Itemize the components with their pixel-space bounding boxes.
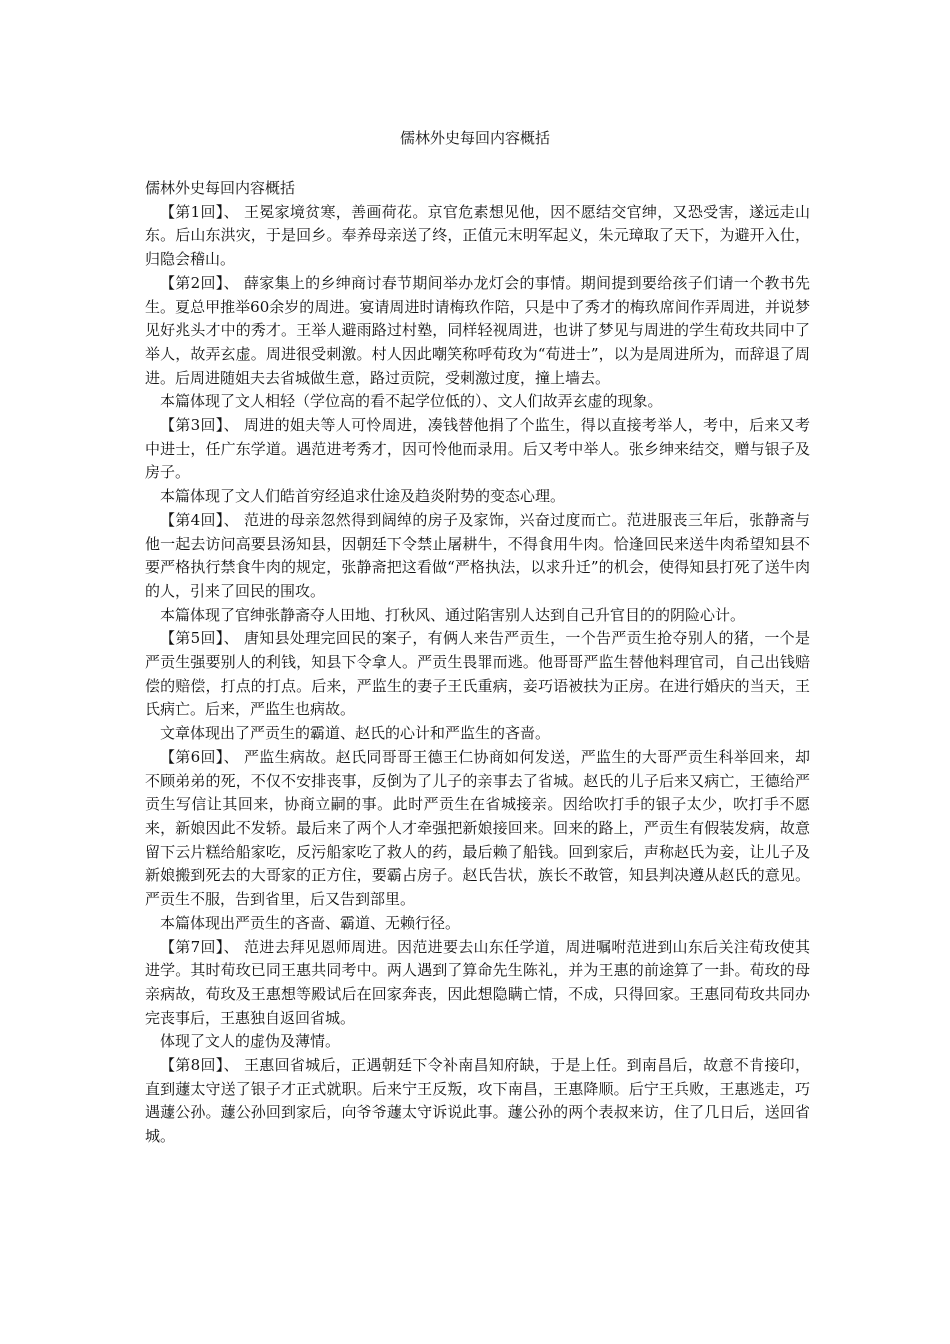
chapter-5-paragraph	[145, 627, 810, 722]
chapter-2-paragraph	[145, 272, 810, 391]
chapter-text: 、 严监生病故。赵氏同哥哥王德王仁协商如何发送，严监生的大哥严贡生科举回来，却不顾弟弟的死，不仅不安排丧事，反倒为了儿子的亲事去了省城。赵氏的儿子后来又病亡，王德给严贡生写信让其回来，协商立嗣的事。此时严贡生在省城接亲。因给吹打手的银子太少，吹打手不愿来，新娘因此不发轿。最后来了两个人才牵强把新娘接回来。回来的路上，严贡生有假装发病，故意留下云片糕给船家吃，反污船家吃了救人的药，最后赖了船钱。回到家后，声称赵氏为妾，让儿子及新娘搬到死去的大哥家的正方住，要霸占房子。赵氏告状，族长不敢管，知县判决遵从赵氏的意见。严贡生不服，告到省里，后又告到部里。	[145, 747, 810, 909]
document-title: 儒林外史每回内容概括	[399, 129, 550, 147]
chapter-4-paragraph	[145, 509, 810, 604]
commentary-paragraph: 本篇体现了文人们皓首穷经追求仕途及趋炎附势的变态心理。	[160, 487, 566, 506]
chapter-text: 、 薛家集上的乡绅商讨春节期间举办龙灯会的事情。期间提到要给孩子们请一个教书先生。夏总甲推举60余岁的周进。宴请周进时请梅玖作陪，只是中了秀才的梅玖席间作弄周进，并说梦见好兆头才中的秀才。王举人避雨路过村塾，同样轻视周进，也讲了梦见与周进的学生荀玫共同中了举人，故弄玄虚。周进很受刺激。村人因此嘲笑称呼荀玫为“荀进士”，以为是周进所为，而辞退了周进。后周进随姐夫去省城做生意，路过贡院，受刺激过度，撞上墙去。	[145, 273, 810, 387]
document-subtitle: 儒林外史每回内容概括	[145, 179, 296, 197]
chapter-label: 【第1回】	[160, 202, 224, 221]
chapter-label: 【第8回】	[160, 1056, 224, 1075]
chapter-text: 、 唐知县处理完回民的案子，有俩人来告严贡生，一个告严贡生抢夺别人的猪，一个是严贡生强要别人的利钱，知县下令拿人。严贡生畏罪而逃。他哥哥严监生替他料理官司，自己出钱赔偿的赔偿，打点的打点。后来，严监生的妻子王氏重病，妾巧语被扶为正房。在进行婚庆的当天，王氏病亡。后来，严监生也病故。	[145, 629, 810, 719]
chapter-1-paragraph	[145, 201, 810, 272]
chapter-label: 【第3回】	[160, 416, 224, 435]
chapter-text: 、 周进的姐夫等人可怜周进，凑钱替他捐了个监生，得以直接考举人，考中，后来又考中进士，任广东学道。遇范进考秀才，因可怜他而录用。后又考中举人。张乡绅来结交，赠与银子及房子。	[145, 416, 810, 482]
chapter-label: 【第6回】	[160, 747, 224, 766]
chapter-label: 【第5回】	[160, 629, 224, 648]
chapter-label: 【第2回】	[160, 273, 224, 292]
commentary-paragraph: 文章体现出了严贡生的霸道、赵氏的心计和严监生的吝啬。	[160, 724, 551, 743]
commentary-paragraph: 体现了文人的虚伪及薄情。	[160, 1032, 341, 1051]
chapter-text: 、 王冕家境贫寒，善画荷花。京官危素想见他，因不愿结交官绅，又恐受害，遂远走山东。后山东洪灾，于是回乡。奉养母亲送了终，正值元末明军起义，朱元璋取了天下，为避开入仕，归隐会稽山。	[145, 202, 810, 269]
chapter-7-paragraph	[145, 936, 810, 1031]
chapter-3-paragraph	[145, 414, 810, 485]
chapter-6-paragraph	[145, 746, 810, 912]
chapter-text: 、 范进去拜见恩师周进。因范进要去山东任学道，周进嘱咐范进到山东后关注荀玫使其进学。其时荀玫已同王惠共同考中。两人遇到了算命先生陈礼，并为王惠的前途算了一卦。荀玫的母亲病故，荀玫及王惠想等殿试后在回家奔丧，因此想隐瞒亡情，不成，只得回家。王惠同荀玫共同办完丧事后，王惠独自返回省城。	[145, 937, 810, 1027]
chapter-label: 【第4回】	[160, 510, 224, 529]
commentary-paragraph: 本篇体现了文人相轻（学位高的看不起学位低的）、文人们故弄玄虚的现象。	[160, 392, 663, 411]
chapter-text: 、 范进的母亲忽然得到阔绰的房子及家饰，兴奋过度而亡。范进服丧三年后，张静斋与他一起去访问高要县汤知县，因朝廷下令禁止屠耕牛，不得食用牛肉。恰逢回民来送牛肉希望知县不要严格执行禁食牛肉的规定，张静斋把这看做“严格执法，以求升迁”的机会，使得知县打死了送牛肉的人，引来了回民的围攻。	[145, 510, 810, 600]
document-body	[145, 177, 810, 1149]
commentary-paragraph: 本篇体现出严贡生的吝啬、霸道、无赖行径。	[160, 913, 461, 932]
chapter-label: 【第7回】	[160, 937, 224, 956]
chapter-text: 、 王惠回省城后，正遇朝廷下令补南昌知府缺，于是上任。到南昌后，故意不肯接印，直到蘧太守送了银子才正式就职。后来宁王反叛，攻下南昌，王惠降顺。后宁王兵败，王惠逃走，巧遇蘧公孙。蘧公孙回到家后，向爷爷蘧太守诉说此事。蘧公孙的两个表叔来访，住了几日后，送回省城。	[145, 1056, 810, 1146]
commentary-paragraph: 本篇体现了官绅张静斋夺人田地、打秋风、通过陷害别人达到自己升官目的的阴险心计。	[160, 605, 746, 624]
chapter-8-paragraph	[145, 1054, 810, 1149]
